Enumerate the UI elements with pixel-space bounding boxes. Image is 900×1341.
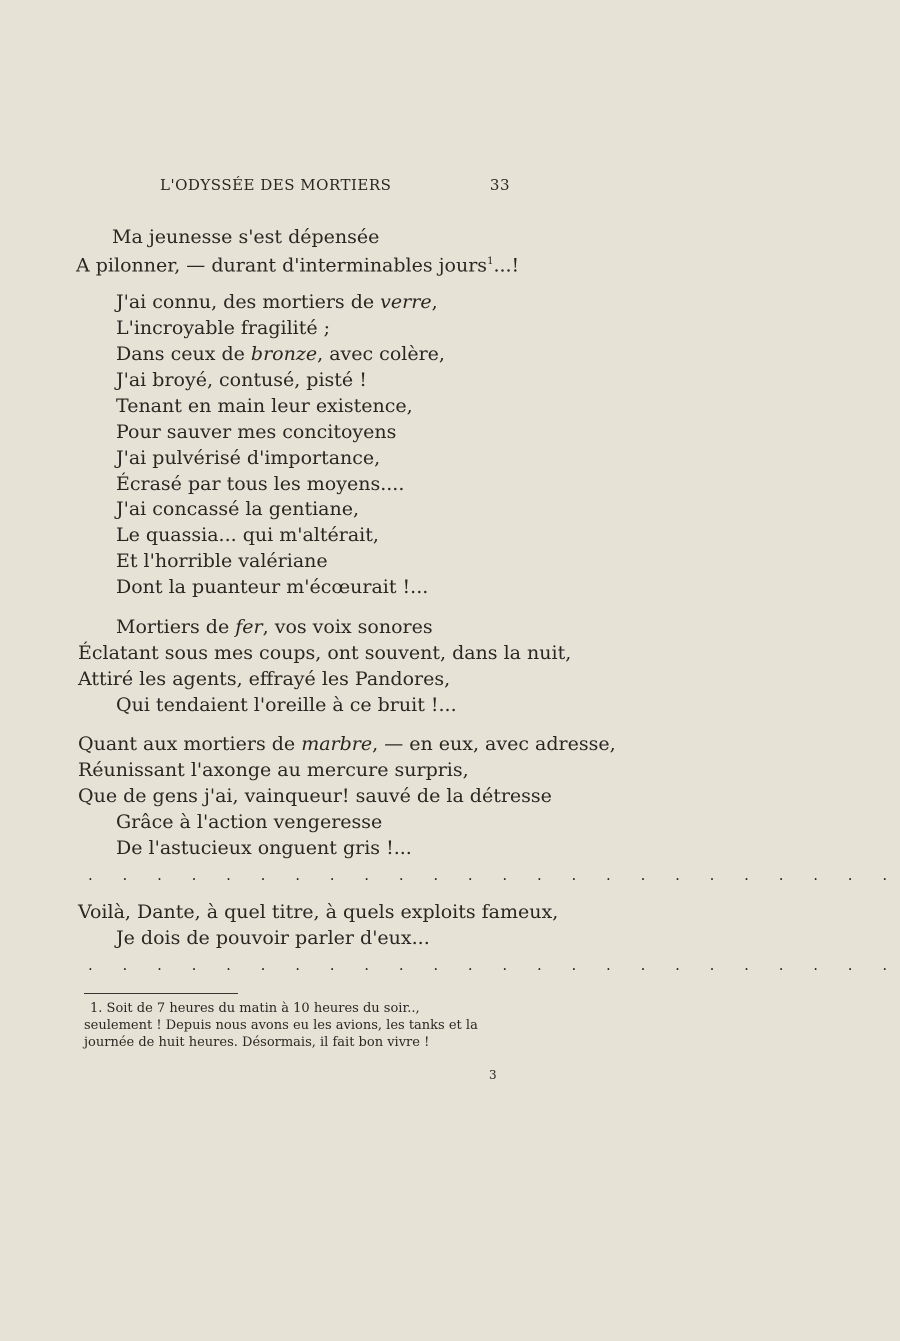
verse-line: Écrasé par tous les moyens.... [116, 473, 405, 495]
verse-line: Attiré les agents, effrayé les Pandores, [78, 668, 451, 690]
verse-line: Dont la puanteur m'écœurait !... [116, 576, 429, 598]
verse-line: Que de gens j'ai, vainqueur! sauvé de la détresse [78, 785, 552, 807]
footnote-line: journée de huit heures. Désormais, il fait bon vivre ! [84, 1035, 430, 1050]
verse-line: A pilonner, — durant d'interminables jours$^1$...! [76, 254, 520, 277]
ellipsis-row: . . . . . . . . . . . . . . . . . . . . . . . . [88, 956, 900, 974]
verse-line: J'ai connu, des mortiers de verre, [116, 291, 438, 313]
verse-line: Ma jeunesse s'est dépensée [112, 226, 380, 248]
footnote-rule [84, 993, 238, 994]
verse-line: Grâce à l'action vengeresse [116, 811, 383, 833]
verse-line: Je dois de pouvoir parler d'eux... [116, 927, 430, 949]
verse-line: Réunissant l'axonge au mercure surpris, [78, 759, 469, 781]
verse-line: Éclatant sous mes coups, ont souvent, dans la nuit, [78, 642, 572, 664]
verse-line: J'ai broyé, contusé, pisté ! [116, 369, 367, 391]
verse-line: Quant aux mortiers de marbre, — en eux, avec adresse, [78, 733, 616, 755]
footnote-line: seulement ! Depuis nous avons eu les avions, les tanks et la [84, 1018, 478, 1033]
verse-line: Tenant en main leur existence, [116, 395, 413, 417]
verse-line: Voilà, Dante, à quel titre, à quels exploits fameux, [78, 901, 559, 923]
footnote [84, 1000, 534, 1051]
verse-line: Mortiers de fer, vos voix sonores [116, 616, 433, 638]
verse-line: De l'astucieux onguent gris !... [116, 837, 412, 859]
verse-line: Dans ceux de bronze, avec colère, [116, 343, 445, 365]
ellipsis-row: . . . . . . . . . . . . . . . . . . . . . . . . [88, 866, 900, 884]
verse-line: Le quassia... qui m'altérait, [116, 524, 379, 546]
verse-line: Qui tendaient l'oreille à ce bruit !... [116, 694, 457, 716]
verse-line: J'ai pulvérisé d'importance, [116, 447, 381, 469]
verse-line: L'incroyable fragilité ; [116, 317, 331, 339]
footnote-line: 1. Soit de 7 heures du matin à 10 heures du soir.., [90, 1001, 420, 1016]
verse-line: J'ai concassé la gentiane, [116, 498, 360, 520]
running-title: L'ODYSSÉE DES MORTIERS [160, 176, 392, 194]
verse-line: Et l'horrible valériane [116, 550, 328, 572]
footnote-marker: 1 [487, 256, 494, 267]
verse-line: Pour sauver mes concitoyens [116, 421, 397, 443]
page-number: 33 [489, 176, 510, 194]
signature-mark: 3 [489, 1068, 497, 1082]
